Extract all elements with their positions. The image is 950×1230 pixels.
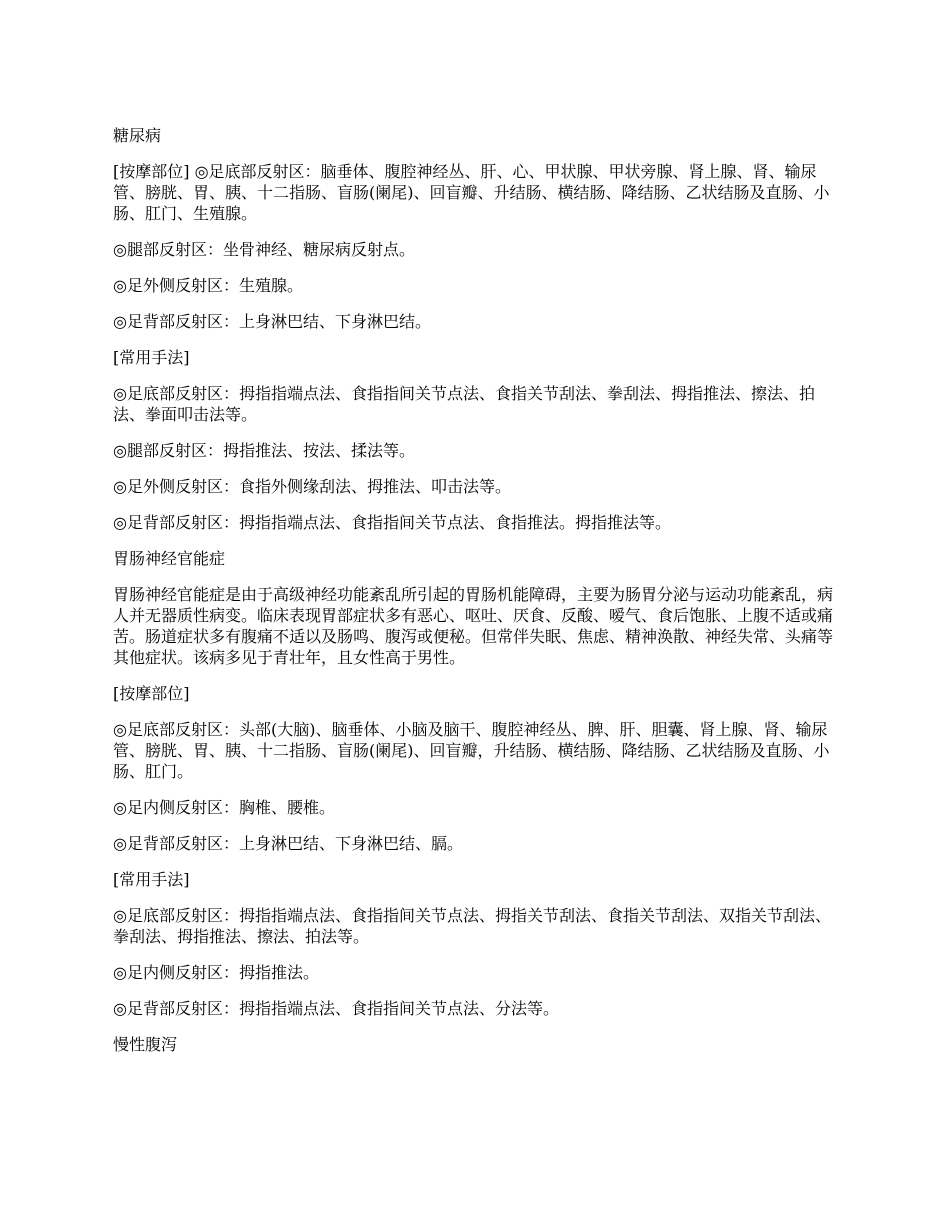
paragraph-sole-techniques-2: ◎足底部反射区：拇指指端点法、食指指间关节点法、拇指关节刮法、食指关节刮法、双指关节刮法、拳刮法、拇指推法、擦法、拍法等。 (113, 906, 831, 946)
subheading-common-techniques: [常用手法] (113, 348, 190, 367)
paragraph-gi-neurosis-description: 胃肠神经官能症是由于高级神经功能紊乱所引起的胃肠机能障碍，主要为肠胃分泌与运动功能紊乱，病人并无器质性病变。临床表现胃部症状多有恶心、呕吐、厌食、反酸、嗳气、食后饱胀、上腹不适或痛苦。肠道症状多有腹痛不适以及肠鸣、腹泻或便秘。但常伴失眠、焦虑、精神涣散、神经失常、头痛等其他症状。该病多见于青壮年，且女性高于男性。 (113, 585, 834, 667)
paragraph-dorsal-foot-techniques: ◎足背部反射区：拇指指端点法、食指指间关节点法、食指推法。拇指推法等。 (113, 513, 671, 532)
paragraph-lateral-foot-techniques: ◎足外侧反射区：食指外侧缘刮法、拇推法、叩击法等。 (113, 477, 511, 496)
paragraph-sole-reflex-areas: ◎足底部反射区：头部(大脑)、脑垂体、小脑及脑干、腹腔神经丛、脾、肝、胆囊、肾上腺、肾、输尿管、膀胱、胃、胰、十二指肠、盲肠(阑尾)、回盲瓣，升结肠、横结肠、降结肠、乙状结肠及直肠、小肠、肛门。 (113, 720, 830, 781)
paragraph-dorsal-foot-reflex-2: ◎足背部反射区：上身淋巴结、下身淋巴结、膈。 (113, 834, 463, 853)
paragraph-leg-techniques: ◎腿部反射区：拇指推法、按法、揉法等。 (113, 441, 415, 460)
paragraph-dorsal-foot-techniques-2: ◎足背部反射区：拇指指端点法、食指指间关节点法、分法等。 (113, 999, 559, 1018)
paragraph-medial-foot-techniques: ◎足内侧反射区：拇指推法。 (113, 963, 319, 982)
heading-chronic-diarrhea: 慢性腹泻 (113, 1035, 178, 1054)
subheading-common-techniques-2: [常用手法] (113, 870, 190, 889)
paragraph-dorsal-foot-reflex: ◎足背部反射区：上身淋巴结、下身淋巴结。 (113, 312, 431, 331)
paragraph-medial-foot-reflex: ◎足内侧反射区：胸椎、腰椎。 (113, 798, 335, 817)
paragraph-leg-reflex: ◎腿部反射区：坐骨神经、糖尿病反射点。 (113, 240, 415, 259)
heading-gi-neurosis: 胃肠神经官能症 (113, 549, 226, 568)
paragraph-massage-areas: [按摩部位] ◎足底部反射区：脑垂体、腹腔神经丛、肝、心、甲状腺、甲状旁腺、肾上腺、肾、输尿管、膀胱、胃、胰、十二指肠、盲肠(阑尾)、回盲瓣、升结肠、横结肠、降结肠、乙状结肠及直肠、小肠、肛门、生殖腺。 (113, 162, 830, 223)
paragraph-sole-techniques: ◎足底部反射区：拇指指端点法、食指指间关节点法、食指关节刮法、拳刮法、拇指推法、擦法、拍法、拳面叩击法等。 (113, 384, 815, 424)
subheading-massage-areas: [按摩部位] (113, 684, 190, 703)
document-body (113, 125, 837, 1070)
paragraph-lateral-foot-reflex: ◎足外侧反射区：生殖腺。 (113, 276, 303, 295)
heading-diabetes: 糖尿病 (113, 126, 162, 145)
